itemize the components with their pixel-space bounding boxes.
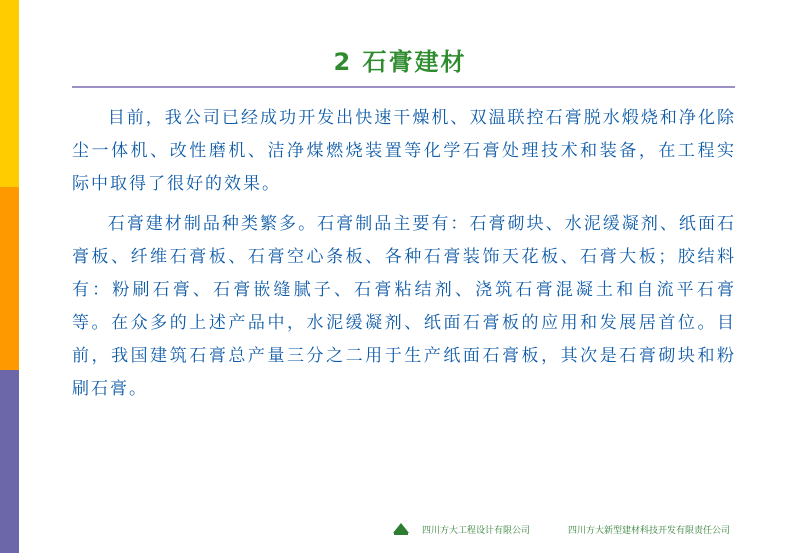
footer bbox=[390, 520, 730, 538]
footer-company-1: 四川方大工程设计有限公司 bbox=[422, 525, 531, 536]
side-bar-orange bbox=[0, 187, 19, 370]
company-logo-icon bbox=[390, 520, 412, 538]
title-divider bbox=[72, 86, 735, 88]
side-bar-purple bbox=[0, 370, 19, 553]
footer-company-2: 四川方大新型建材科技开发有限责任公司 bbox=[568, 525, 731, 536]
paragraph-1: 目前，我公司已经成功开发出快速干燥机、双温联控石膏脱水煅烧和净化除尘一体机、改性磨机、洁净煤燃烧装置等化学石膏处理技术和装备，在工程实际中取得了很好的效果。 bbox=[72, 108, 736, 194]
slide-title: 2 石膏建材 bbox=[333, 48, 467, 76]
slide-body bbox=[72, 102, 736, 413]
paragraph-2: 石膏建材制品种类繁多。石膏制品主要有：石膏砌块、水泥缓凝剂、纸面石膏板、纤维石膏板、石膏空心条板、各种石膏装饰天花板、石膏大板；胶结料有：粉刷石膏、石膏嵌缝腻子、石膏粘结剂、浇筑石膏混凝土和自流平石膏等。在众多的上述产品中，水泥缓凝剂、纸面石膏板的应用和发展居首位。目前，我国建筑石膏总产量三分之二用于生产纸面石膏板，其次是石膏砌块和粉刷石膏。 bbox=[72, 214, 736, 399]
side-bar-yellow bbox=[0, 0, 19, 187]
